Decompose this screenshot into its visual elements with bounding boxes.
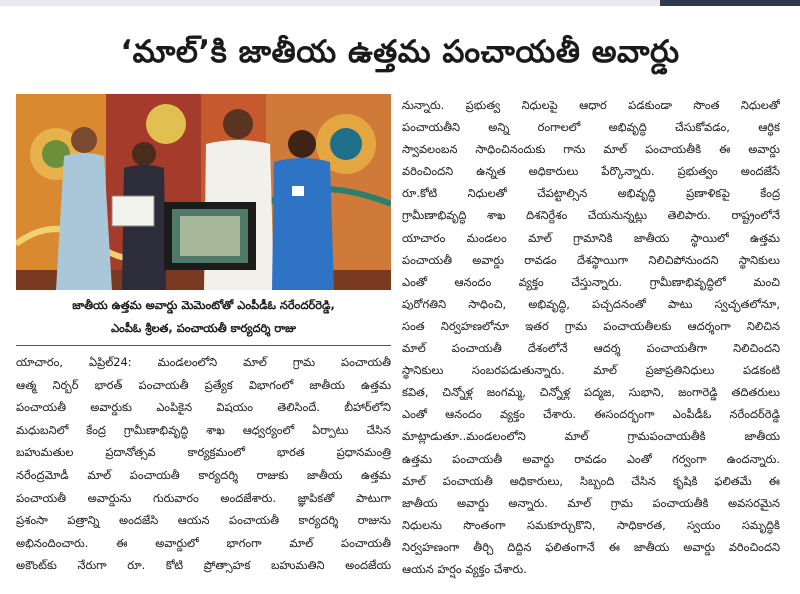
- paragraph-line: యాచారం, ఏప్రిల్24: మండలంలోని మాల్ గ్రామ పంచాయతీ: [16, 355, 391, 369]
- paragraph-line: పంచాయతీ అవార్డును గురువారం అందజేశారు. జ్ఞాపికతో పాటుగా: [16, 490, 391, 505]
- paragraph-line: నిధులను సొంతంగా సమకూర్చుకొని, సాధికారత, స్వయం సమృద్ధికి: [402, 517, 780, 532]
- paragraph-line: అభినందించారు. ఈ అవార్డులో భాగంగా మాల్ పంచాయతీ: [16, 535, 391, 550]
- paragraph-line: మధుబనిలో కేంద్ర గ్రామీణాభివృద్ధి శాఖ ఆధ్వర్యంలో ఏర్పాటు చేసిన: [16, 422, 391, 437]
- paragraph-line: వరించిందని ఉన్నత అధికారులు పేర్కొన్నారు. ప్రభుత్వం అందజేసే: [402, 164, 780, 179]
- paragraph-line: రూ.కోటి నిధులతో చేపట్టాల్సిన అభివృద్ధి ప్రణాళికపై కేంద్ర: [402, 186, 780, 201]
- paragraph-line: మాల్ పంచాయతీ దేశంలోనే ఆదర్శ పంచాయతీగా నిలిచిందని: [402, 341, 780, 356]
- paragraph-line: మాల్ పంచాయతీ అధికారులు, సిబ్బంది చేసిన కృషికి ఫలితమే ఈ: [402, 473, 780, 488]
- paragraph-line: గ్రామీణాభివృద్ధి శాఖ దిశనిర్దేశం చేయనున్నట్లు తెలిపారు. రాష్ట్రంలోనే: [402, 208, 780, 223]
- article-left-column: [16, 351, 391, 577]
- paragraph-line: జాతీయ అవార్డు అన్నారు. మాల్ గ్రామ పంచాయతీకి అవసరమైన: [402, 495, 780, 510]
- paragraph-line: నరేంద్రమోడీ మాల్ పంచాయతీ కార్యదర్శి రాజుకు జాతీయ ఉత్తమ: [16, 467, 391, 482]
- paragraph-line: పంచాయతీని అన్ని రంగాలలో అభివృద్ధి చేసుకోవడం, ఆర్థిక: [402, 120, 780, 135]
- headline: ‘మాల్’కి జాతీయ ఉత్తమ పంచాయతీ అవార్డు: [120, 34, 680, 70]
- paragraph-line: ఆయన హర్షం వ్యక్తం చేశారు.: [402, 561, 527, 576]
- caption-line: ఎంపీఓ శ్రీలత, పంచాయతీ కార్యదర్శి రాజు: [110, 320, 297, 335]
- caption-line: జాతీయ ఉత్తమ అవార్డు మెమెంటోతో ఎంపీడీఓ నరేందర్‌రెడ్డి,: [72, 298, 335, 312]
- paragraph-line: ఆత్మ నిర్బర్ భారత్ పంచాయతీ ప్రత్యేక విభాగంలో జాతీయ ఉత్తమ: [16, 377, 391, 392]
- paragraph-line: కవిత, చిన్నోళ్ల జంగమ్మ, చిన్నోళ్ల పద్మజ, సుభాని, జంగారెడ్డి తదితరులు: [402, 385, 780, 400]
- photo-caption: [16, 294, 391, 339]
- paragraph-line: ప్రశంసా పత్రాన్ని అందజేసి ఆయన పంచాయతీ కార్యదర్శి రాజును: [16, 513, 391, 528]
- news-photo: [16, 94, 391, 290]
- paragraph-line: ఎంతో ఆనందం వ్యక్తం చేస్తున్నారు. గ్రామీణాభివృద్ధిలో మంచి: [402, 274, 780, 289]
- paragraph-line: మాట్లాడుతూ..మండలంలోని మాల్ గ్రామపంచాయతీకి జాతీయ: [402, 429, 780, 444]
- article-right-column: [402, 94, 780, 580]
- paragraph-line: పంచాయతీ అవార్డుకు ఎంపికైన విషయం తెలిసిందే. బీహార్‌లోని: [16, 400, 391, 415]
- paragraph-line: పంచాయతీ అవార్డు రావడం దేశస్థాయిగా నిలిచిపోనుందని స్థానికులు: [402, 252, 780, 267]
- top-bar: [0, 0, 800, 6]
- caption-divider: [16, 345, 391, 346]
- top-bar-accent: [660, 0, 800, 6]
- paragraph-line: నిర్వహణంగా తీర్చి దిద్దిన ఫలితంగానే ఈ జాతీయ అవార్డు వరించిందని: [402, 539, 780, 554]
- paragraph-line: బహుమతుల ప్రదానోత్సవ కార్యక్రమంలో భారత ప్రధానమంత్రి: [16, 445, 391, 460]
- paragraph-line: స్థానికులు సంబరపడుతున్నారు. మాల్ ప్రజాప్రతినిధులు పడకంటి: [402, 363, 780, 378]
- paragraph-line: ఉత్తమ పంచాయతీ అవార్డు రావడం ఎంతో గర్వంగా ఉందన్నారు.: [402, 451, 780, 466]
- paragraph-line: సంత నిర్వహణలోనూ ఇతర గ్రామ పంచాయతీలకు ఆదర్శంగా నిలిచిన: [402, 318, 780, 333]
- paragraph-line: అకౌంట్‌కు నేరుగా రూ. కోటి ప్రోత్సాహక బహుమతిని అందజేయ: [16, 558, 391, 573]
- paragraph-line: స్వావలంబన సాధించినందుకు గాను మాల్ పంచాయతీకి ఈ అవార్డు: [402, 142, 780, 157]
- award-ceremony-photo: [16, 94, 391, 290]
- paragraph-line: యాచారం మండలం మాల్ గ్రామానికి జాతీయ స్థాయిలో ఉత్తమ: [402, 230, 780, 245]
- paragraph-line: పురోగతిని సాధించి, అభివృద్ధి, పచ్చదనంతో పాటు స్వచ్ఛతలోనూ,: [402, 296, 780, 311]
- paragraph-line: ఎంతో ఆనందం వ్యక్తం చేశారు. ఈసందర్భంగా ఎంపీడీఓ నరేందర్‌రెడ్డి: [402, 407, 780, 422]
- paragraph-line: నున్నారు. ప్రభుత్వ నిధులపై ఆధార పడకుండా సొంత నిధులతో: [402, 98, 780, 112]
